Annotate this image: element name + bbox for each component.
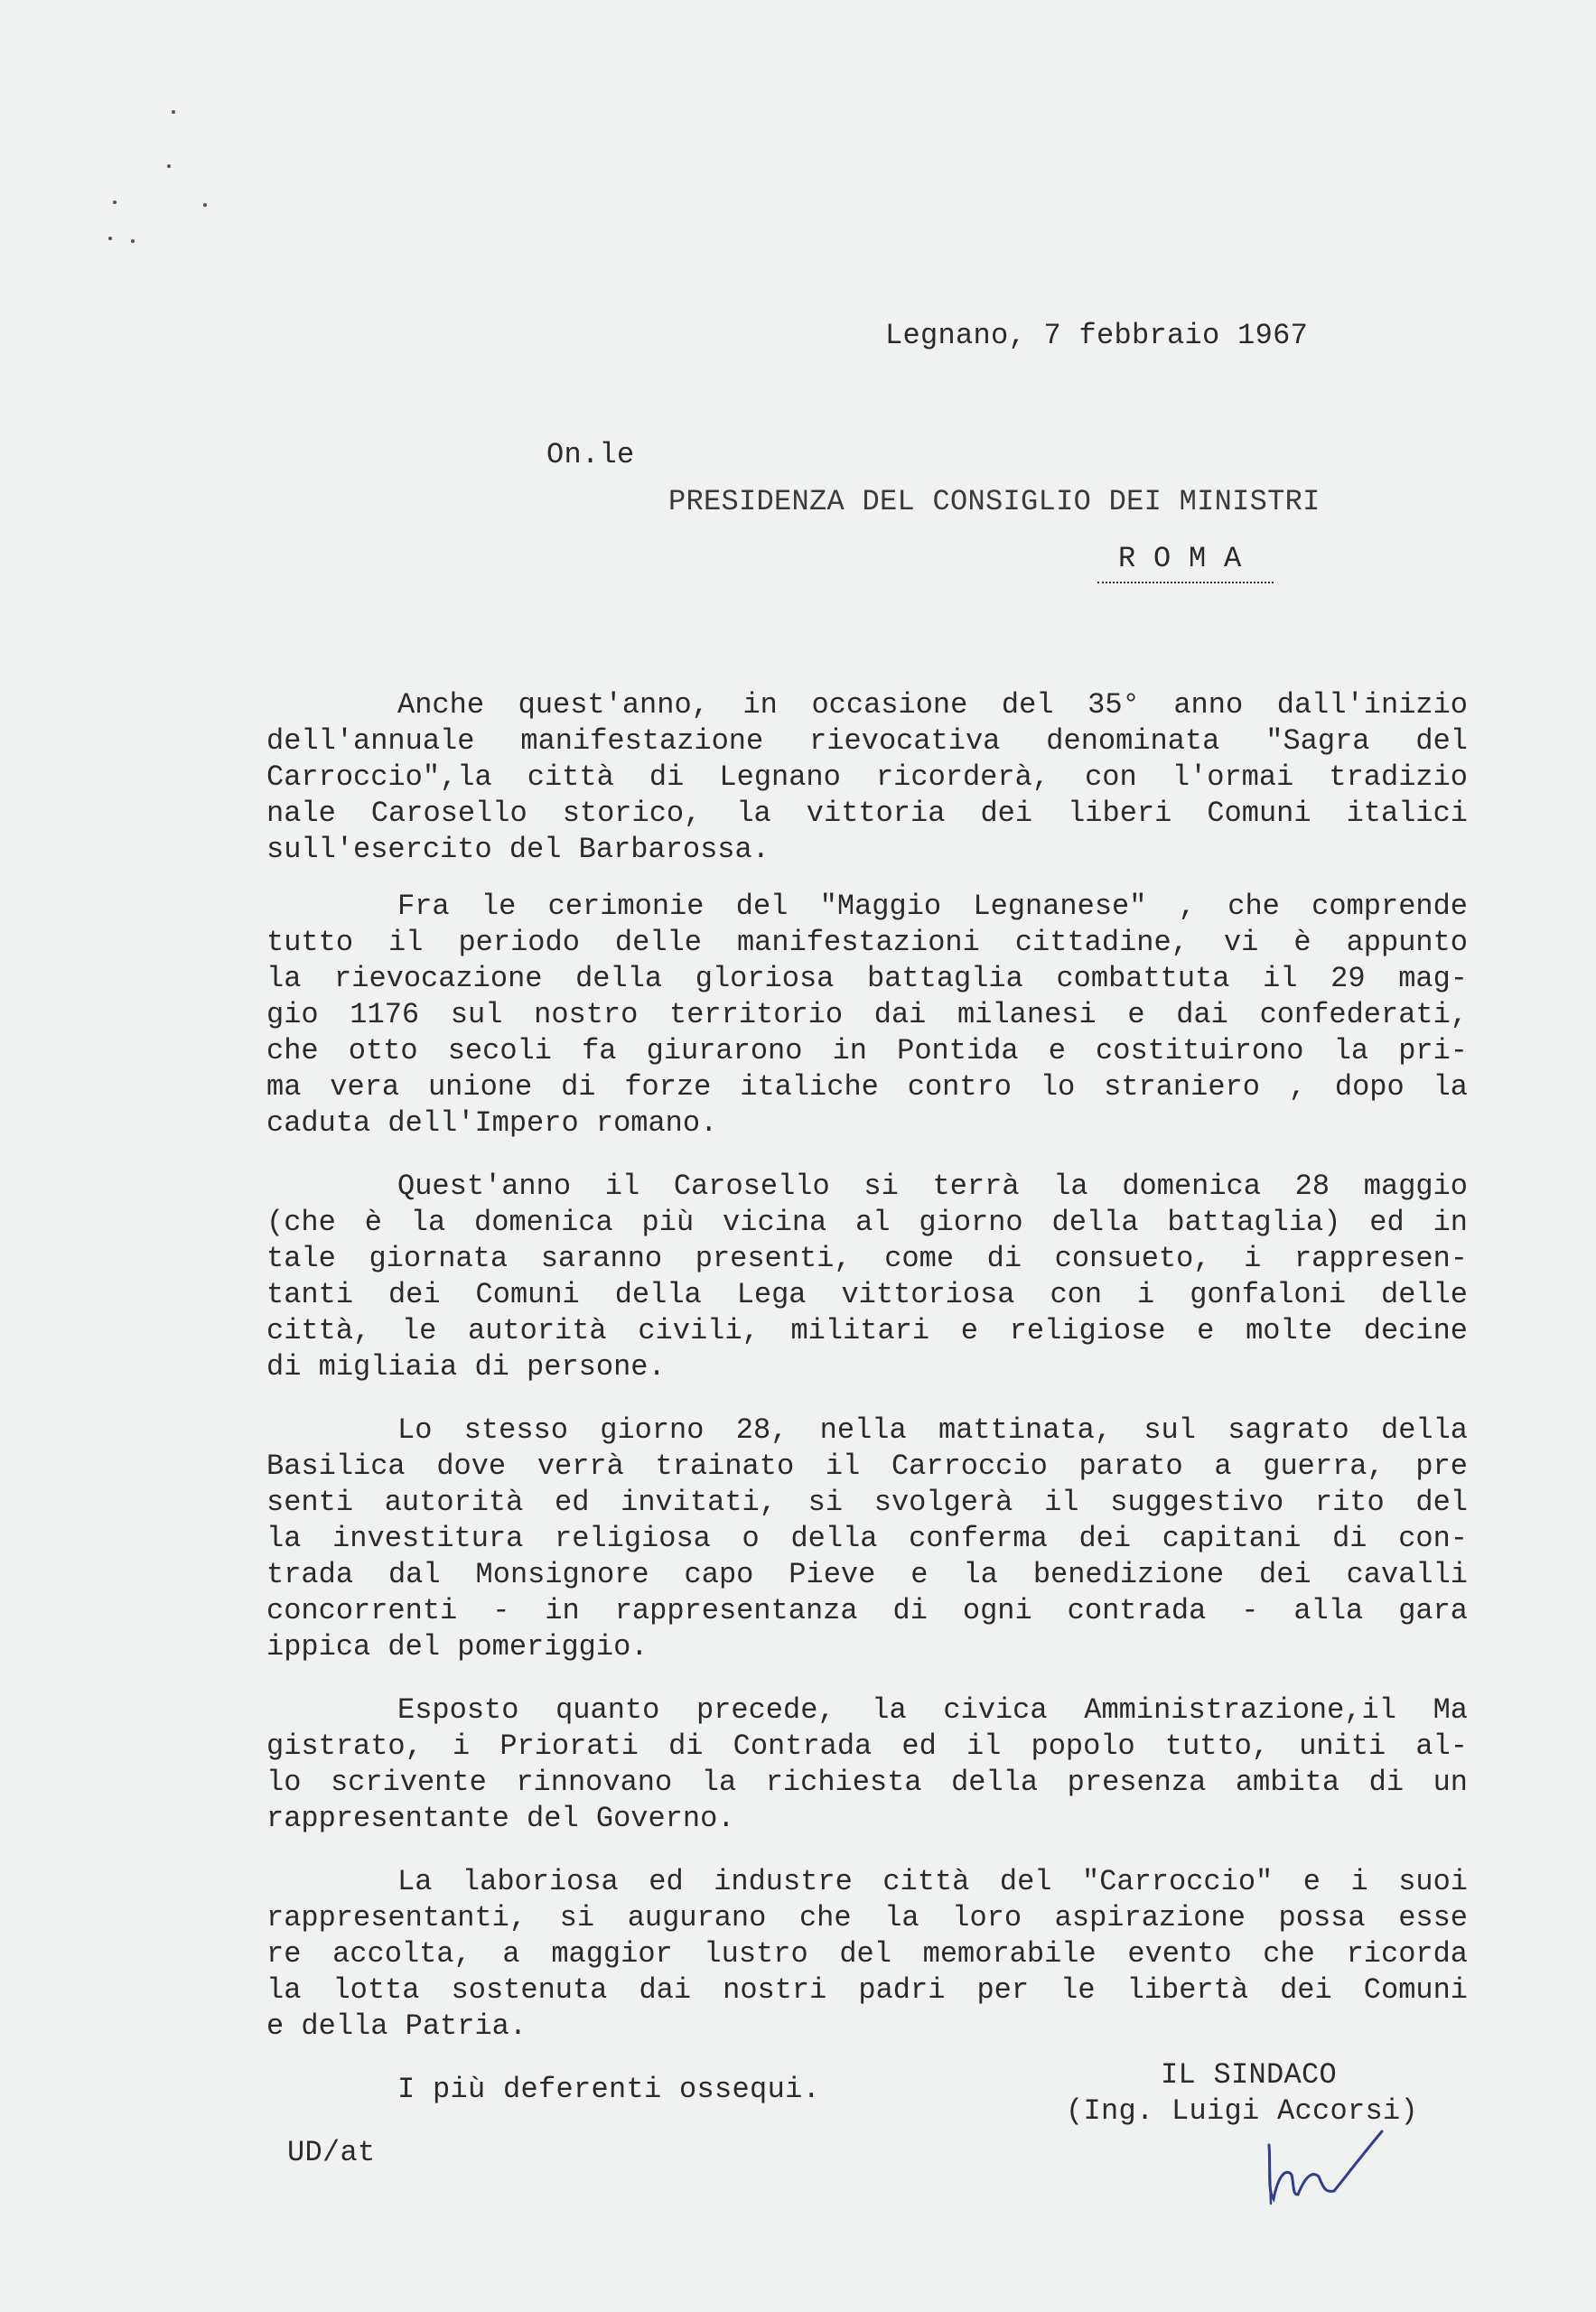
margin-speck	[113, 200, 117, 204]
body-line: sull'esercito del Barbarossa.	[266, 833, 770, 866]
signatory-name: (Ing. Luigi Accorsi)	[1066, 2094, 1419, 2128]
closing-regards: I più deferenti ossequi.	[397, 2073, 821, 2106]
margin-speck	[167, 164, 171, 168]
body-line: lo scrivente rinnovano la richiesta della presenza ambita di un	[266, 1766, 1468, 1799]
body-line: La laboriosa ed industre città del "Carroccio" e i suoi	[397, 1865, 1468, 1898]
body-line: la lotta sostenuta dai nostri padri per le libertà dei Comuni	[266, 1973, 1468, 2007]
body-line: rappresentanti, si augurano che la loro aspirazione possa esse	[266, 1901, 1468, 1934]
body-line: re accolta, a maggior lustro del memorabile evento che ricorda	[266, 1937, 1468, 1971]
margin-speck	[172, 110, 175, 114]
body-line: ippica del pomeriggio.	[266, 1630, 649, 1664]
body-line: trada dal Monsignore capo Pieve e la benedizione dei cavalli	[266, 1558, 1468, 1591]
body-line: nale Carosello storico, la vittoria dei liberi Comuni italici	[266, 797, 1468, 830]
reference-initials: UD/at	[287, 2136, 376, 2169]
margin-speck	[108, 237, 112, 240]
body-line: rappresentante del Governo.	[266, 1802, 735, 1835]
body-line: concorrenti - in rappresentanza di ogni contrada - alla gara	[266, 1594, 1468, 1627]
body-line: gistrato, i Priorati di Contrada ed il popolo tutto, uniti al-	[266, 1729, 1468, 1763]
body-line: Fra le cerimonie del "Maggio Legnanese" , che comprende	[397, 890, 1468, 923]
body-line: gio 1176 sul nostro territorio dai milanesi e dai confederati,	[266, 998, 1468, 1031]
body-line: città, le autorità civili, militari e religiose e molte decine	[266, 1314, 1468, 1347]
city-underline	[1097, 582, 1274, 583]
salutation: On.le	[546, 438, 635, 471]
body-line: di migliaia di persone.	[266, 1350, 666, 1384]
body-line: Carroccio",la città di Legnano ricorderà, con l'ormai tradizio	[266, 760, 1468, 794]
recipient: PRESIDENZA DEL CONSIGLIO DEI MINISTRI	[668, 485, 1321, 518]
body-line: Quest'anno il Carosello si terrà la domenica 28 maggio	[397, 1170, 1468, 1203]
body-line: tutto il periodo delle manifestazioni cittadine, vi è appunto	[266, 926, 1468, 959]
body-line: tanti dei Comuni della Lega vittoriosa con i gonfaloni delle	[266, 1278, 1468, 1311]
body-line: che otto secoli fa giurarono in Pontida e costituirono la pri-	[266, 1034, 1468, 1067]
body-line: ma vera unione di forze italiche contro lo straniero , dopo la	[266, 1070, 1468, 1104]
margin-speck	[131, 239, 135, 243]
body-line: e della Patria.	[266, 2009, 527, 2043]
body-line: Basilica dove verrà trainato il Carroccio parato a guerra, pre	[266, 1450, 1468, 1483]
body-line: (che è la domenica più vicina al giorno della battaglia) ed in	[266, 1206, 1468, 1239]
body-line: tale giornata saranno presenti, come di consueto, i rappresen-	[266, 1242, 1468, 1275]
signatory-title: IL SINDACO	[1161, 2058, 1338, 2092]
body-line: senti autorità ed invitati, si svolgerà il suggestivo rito del	[266, 1486, 1468, 1519]
body-line: dell'annuale manifestazione rievocativa denominata "Sagra del	[266, 724, 1468, 758]
body-line: caduta dell'Impero romano.	[266, 1106, 718, 1140]
body-line: Anche quest'anno, in occasione del 35° anno dall'inizio	[397, 688, 1468, 722]
body-line: Esposto quanto precede, la civica Amministrazione,il Ma	[397, 1693, 1468, 1727]
place-date: Legnano, 7 febbraio 1967	[885, 319, 1309, 352]
recipient-city: R O M A	[1118, 542, 1242, 575]
body-line: la rievocazione della gloriosa battaglia combattuta il 29 mag-	[266, 962, 1468, 995]
body-line: Lo stesso giorno 28, nella mattinata, sul sagrato della	[397, 1413, 1468, 1447]
body-line: la investitura religiosa o della conferma dei capitani di con-	[266, 1522, 1468, 1555]
margin-speck	[203, 203, 207, 207]
handwritten-signature	[1251, 2104, 1395, 2213]
